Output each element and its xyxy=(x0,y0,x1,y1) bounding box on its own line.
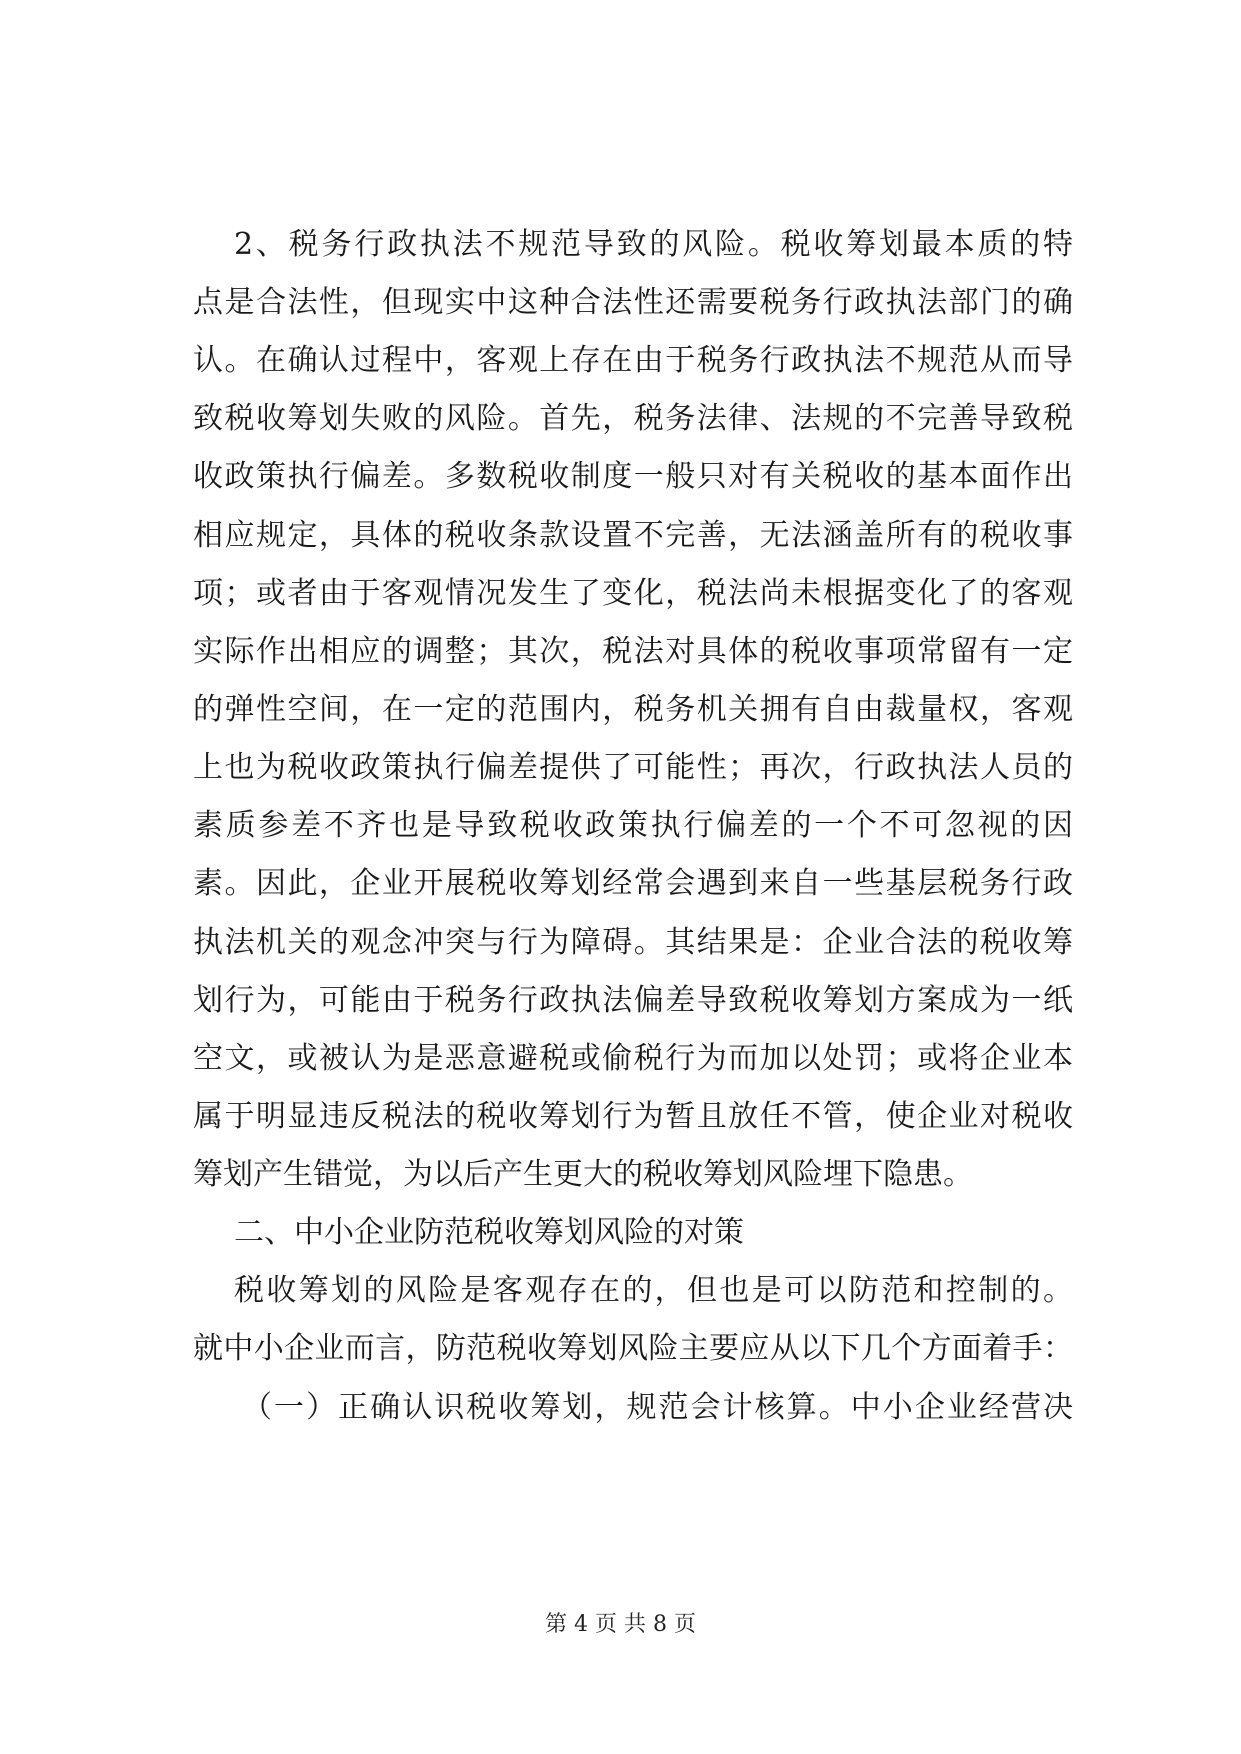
paragraph-line: 致税收筹划失败的风险。首先，税务法律、法规的不完善导致税 xyxy=(193,401,1073,436)
paragraph-line: 素。因此，企业开展税收筹划经常会遇到来自一些基层税务行政 xyxy=(193,866,1073,901)
paragraph-line: 实际作出相应的调整；其次，税法对具体的税收事项常留有一定 xyxy=(193,634,1073,669)
paragraph-line: 税收筹划的风险是客观存在的，但也是可以防范和控制的。 xyxy=(234,1273,1073,1308)
paragraph-line: 划行为，可能由于税务行政执法偏差导致税收筹划方案成为一纸 xyxy=(193,983,1073,1018)
paragraph-line: 2、税务行政执法不规范导致的风险。税收筹划最本质的特 xyxy=(234,227,1073,262)
paragraph-line: 项；或者由于客观情况发生了变化，税法尚未根据变化了的客观 xyxy=(193,576,1073,611)
paragraph-line: 筹划产生错觉，为以后产生更大的税收筹划风险埋下隐患。 xyxy=(193,1157,973,1192)
paragraph-line: 上也为税收政策执行偏差提供了可能性；再次，行政执法人员的 xyxy=(193,750,1073,785)
paragraph-line: 空文，或被认为是恶意避税或偷税行为而加以处罚；或将企业本 xyxy=(193,1041,1073,1076)
section-heading: 二、中小企业防范税收筹划风险的对策 xyxy=(234,1215,744,1250)
paragraph-line: 素质参差不齐也是导致税收政策执行偏差的一个不可忽视的因 xyxy=(193,808,1073,843)
paragraph-line: 就中小企业而言，防范税收筹划风险主要应从以下几个方面着手： xyxy=(193,1331,1073,1366)
paragraph-line: 认。在确认过程中，客观上存在由于税务行政执法不规范从而导 xyxy=(193,343,1073,378)
paragraph-line: 收政策执行偏差。多数税收制度一般只对有关税收的基本面作出 xyxy=(193,459,1073,494)
page-number-footer: 第 4 页 共 8 页 xyxy=(545,1612,696,1637)
paragraph-line: 属于明显违反税法的税收筹划行为暂且放任不管，使企业对税收 xyxy=(193,1099,1073,1134)
paragraph-line: 的弹性空间，在一定的范围内，税务机关拥有自由裁量权，客观 xyxy=(193,692,1073,727)
paragraph-line: 点是合法性，但现实中这种合法性还需要税务行政执法部门的确 xyxy=(193,285,1073,320)
subsection-line: （一）正确认识税收筹划，规范会计核算。中小企业经营决 xyxy=(242,1390,1073,1425)
paragraph-line: 执法机关的观念冲突与行为障碍。其结果是：企业合法的税收筹 xyxy=(193,925,1073,960)
paragraph-line: 相应规定，具体的税收条款设置不完善，无法涵盖所有的税收事 xyxy=(193,518,1073,553)
